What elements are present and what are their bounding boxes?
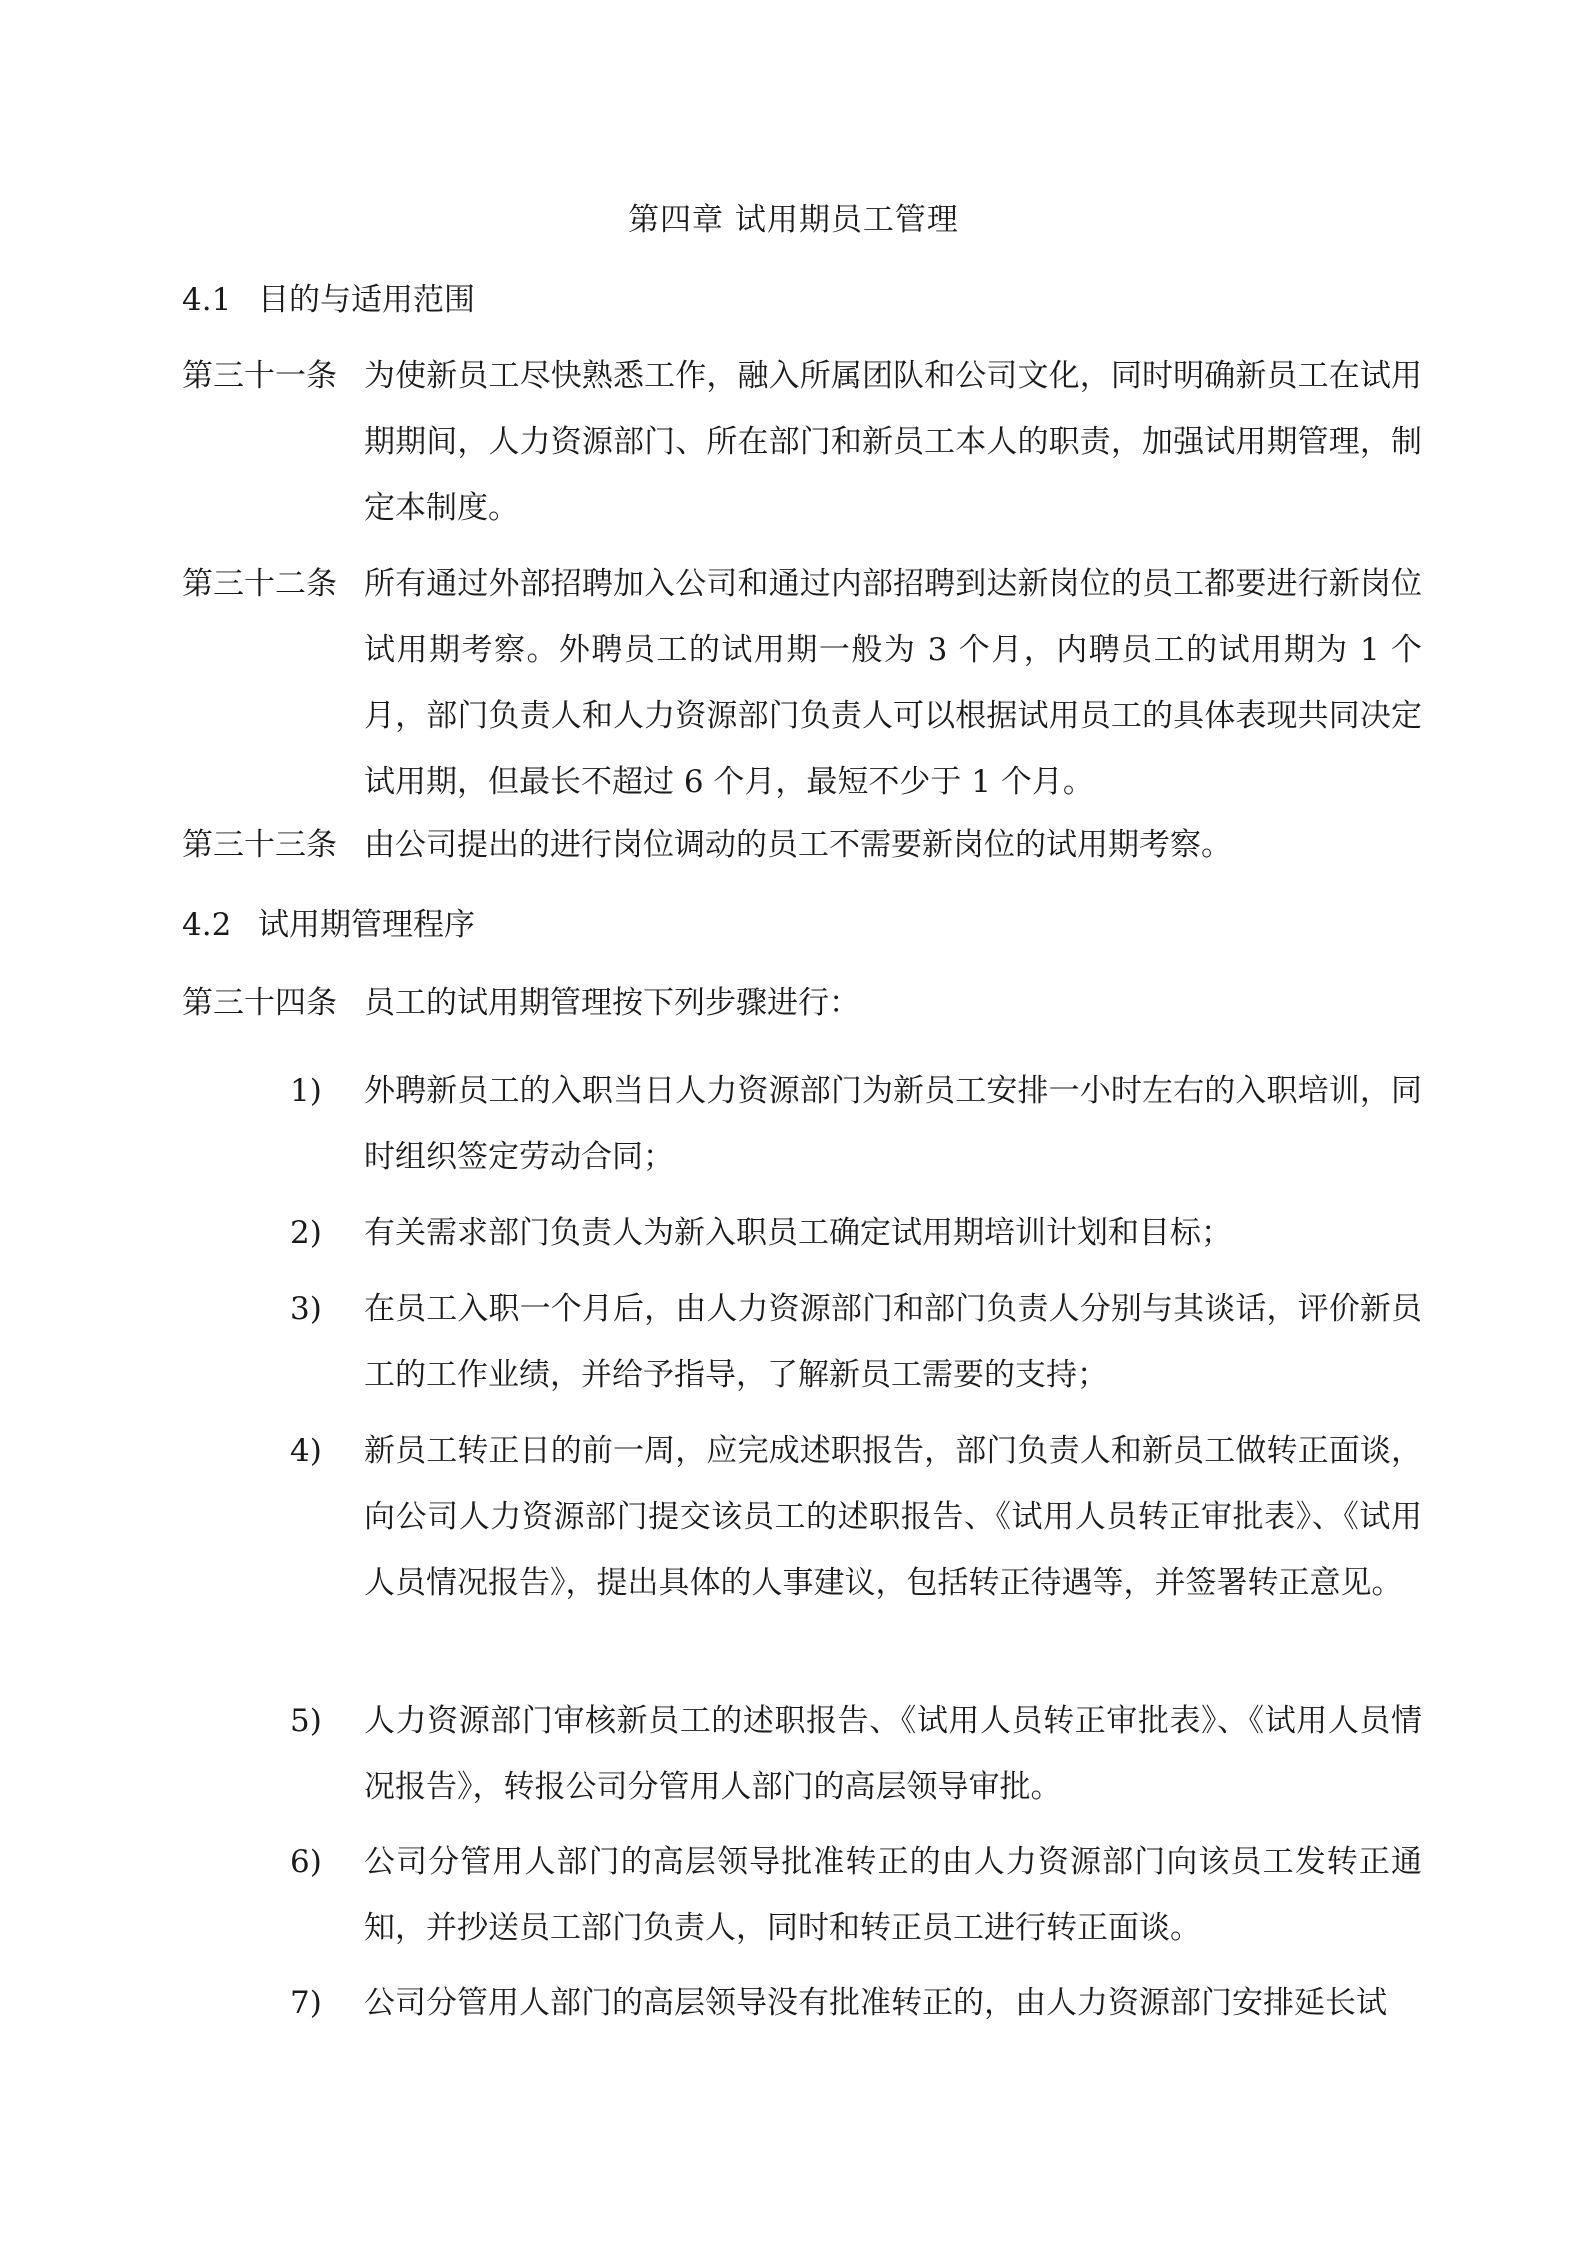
step-number: 5): [290, 1703, 322, 1739]
article-label: 第三十一条: [182, 358, 337, 394]
step-text: 外聘新员工的入职当日人力资源部门为新员工安排一小时左右的入职培训，同时组织签定劳动合同；: [364, 1073, 1422, 1175]
section-title: 试用期管理程序: [258, 907, 475, 943]
article-body: 员工的试用期管理按下列步骤进行：: [364, 985, 860, 1021]
step-number: 7): [290, 1985, 322, 2021]
step-text: 公司分管用人部门的高层领导批准转正的由人力资源部门向该员工发转正通知，并抄送员工部门负责人，同时和转正员工进行转正面谈。: [364, 1844, 1422, 1946]
step-text: 在员工入职一个月后，由人力资源部门和部门负责人分别与其谈话，评价新员工的工作业绩，并给予指导，了解新员工需要的支持；: [364, 1291, 1422, 1393]
step-text: 人力资源部门审核新员工的述职报告、《试用人员转正审批表》、《试用人员情况报告》，转报公司分管用人部门的高层领导审批。: [364, 1703, 1422, 1805]
article-body: 为使新员工尽快熟悉工作，融入所属团队和公司文化，同时明确新员工在试用期期间，人力资源部门、所在部门和新员工本人的职责，加强试用期管理，制定本制度。: [364, 358, 1422, 526]
step-text: 有关需求部门负责人为新入职员工确定试用期培训计划和目标；: [364, 1215, 1232, 1251]
step-number: 3): [290, 1291, 322, 1327]
step-text: 新员工转正日的前一周，应完成述职报告，部门负责人和新员工做转正面谈，向公司人力资源部门提交该员工的述职报告、《试用人员转正审批表》、《试用人员情况报告》，提出具体的人事建议，包括转正待遇等，并签署转正意见。: [364, 1433, 1422, 1601]
section-number: 4.1: [182, 282, 232, 318]
article-body: 由公司提出的进行岗位调动的员工不需要新岗位的试用期考察。: [364, 827, 1232, 863]
article-label: 第三十四条: [182, 985, 337, 1021]
section-heading: [182, 280, 475, 320]
step-number: 4): [290, 1433, 322, 1469]
step-number: 2): [290, 1215, 322, 1251]
step-number: 6): [290, 1844, 322, 1880]
step-number: 1): [290, 1073, 322, 1109]
chapter-title: 第四章 试用期员工管理: [628, 202, 959, 238]
section-title: 目的与适用范围: [258, 282, 475, 318]
article-body: 所有通过外部招聘加入公司和通过内部招聘到达新岗位的员工都要进行新岗位试用期考察。外聘员工的试用期一般为 3 个月，内聘员工的试用期为 1 个月，部门负责人和人力资源部门负责人可以根据试用员工的具体表现共同决定试用期，但最长不超过 6 个月，最短不少于 1 个月。: [364, 566, 1422, 800]
article-label: 第三十三条: [182, 827, 337, 863]
article-label: 第三十二条: [182, 566, 337, 602]
section-number: 4.2: [182, 907, 232, 943]
section-heading: [182, 905, 475, 945]
step-text: 公司分管用人部门的高层领导没有批准转正的，由人力资源部门安排延长试: [364, 1985, 1387, 2021]
